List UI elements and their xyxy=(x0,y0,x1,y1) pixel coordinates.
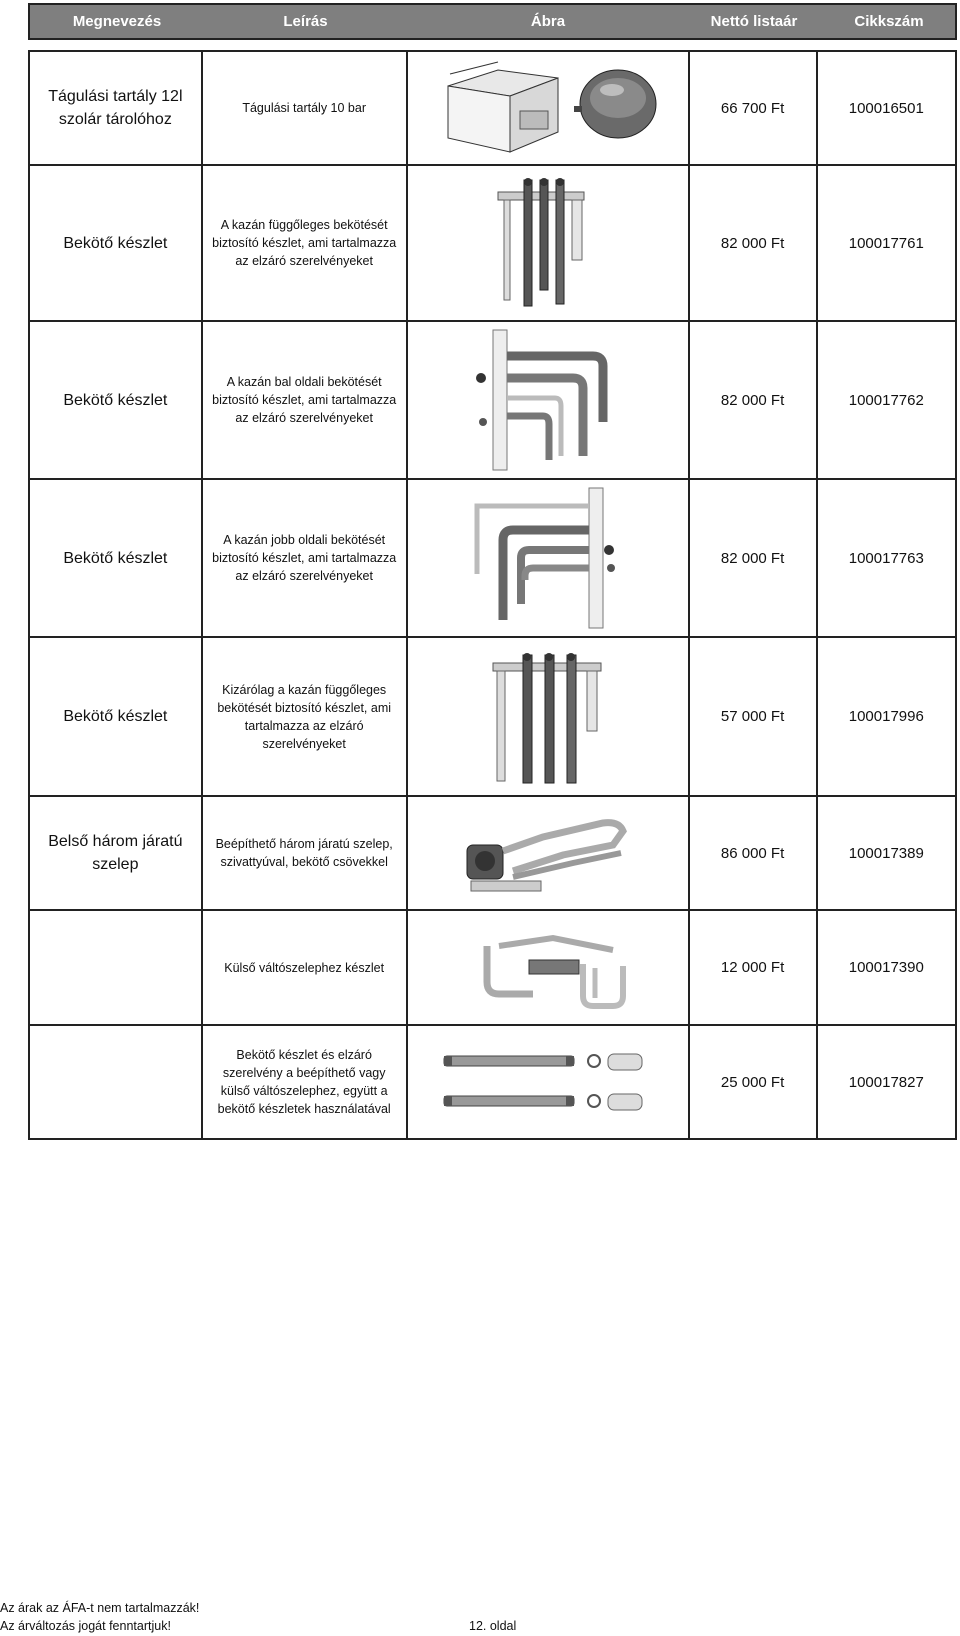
header-code: Cikkszám xyxy=(854,13,924,30)
product-description: Külső váltószelephez készlet xyxy=(202,910,407,1025)
table-row xyxy=(29,637,956,796)
header-description: Leírás xyxy=(283,13,328,30)
product-code: 100017762 xyxy=(817,321,956,479)
product-price: 12 000 Ft xyxy=(689,910,817,1025)
product-code: 100017389 xyxy=(817,796,956,910)
product-code: 100016501 xyxy=(817,51,956,165)
product-name xyxy=(29,910,202,1025)
product-code: 100017761 xyxy=(817,165,956,321)
product-price: 57 000 Ft xyxy=(689,637,817,796)
product-name: Tágulási tartály 12l szolár tárolóhoz xyxy=(29,51,202,165)
table-row xyxy=(29,1025,956,1139)
table-row xyxy=(29,165,956,321)
product-code: 100017827 xyxy=(817,1025,956,1139)
product-description: Bekötő készlet és elzáró szerelvény a beépíthető vagy külső váltószelephez, együtt a bekötő készletek használatával xyxy=(202,1025,407,1139)
table-header xyxy=(28,3,957,40)
vat-note: Az árak az ÁFA-t nem tartalmazzák! xyxy=(0,1601,200,1615)
pipes-and-valves-image xyxy=(438,1042,658,1122)
table-row xyxy=(29,910,956,1025)
vertical-connection-kit-image xyxy=(488,170,608,316)
product-code: 100017996 xyxy=(817,637,956,796)
table-row xyxy=(29,479,956,637)
product-price: 25 000 Ft xyxy=(689,1025,817,1139)
product-code: 100017763 xyxy=(817,479,956,637)
page-number: 12. oldal xyxy=(469,1619,517,1633)
vertical-only-kit-image xyxy=(483,643,613,791)
left-connection-kit-image xyxy=(463,326,633,474)
product-name: Bekötő készlet xyxy=(29,321,202,479)
product-description: Tágulási tartály 10 bar xyxy=(202,51,407,165)
product-figure xyxy=(407,910,689,1025)
three-way-valve-pump-image xyxy=(453,801,643,905)
header-price: Nettó listaár xyxy=(710,13,798,30)
product-figure xyxy=(407,637,689,796)
product-price: 82 000 Ft xyxy=(689,479,817,637)
product-name: Bekötő készlet xyxy=(29,637,202,796)
product-description: A kazán jobb oldali bekötését biztosító készlet, ami tartalmazza az elzáró szerelvényeket xyxy=(202,479,407,637)
product-description: Kizárólag a kazán függőleges bekötését biztosító készlet, ami tartalmazza az elzáró szerelvényeket xyxy=(202,637,407,796)
product-figure xyxy=(407,165,689,321)
product-figure xyxy=(407,796,689,910)
product-name xyxy=(29,1025,202,1139)
price-change-note: Az árváltozás jogát fenntartjuk! xyxy=(0,1619,171,1633)
price-sheet xyxy=(28,3,957,1140)
right-connection-kit-image xyxy=(463,484,633,632)
product-price: 82 000 Ft xyxy=(689,321,817,479)
product-figure xyxy=(407,1025,689,1139)
expansion-tank-image xyxy=(428,56,668,160)
product-figure xyxy=(407,321,689,479)
table-row xyxy=(29,51,956,165)
table-row xyxy=(29,796,956,910)
product-description: Beépíthető három járatú szelep, szivattyúval, bekötő csövekkel xyxy=(202,796,407,910)
product-name: Bekötő készlet xyxy=(29,165,202,321)
product-table xyxy=(28,50,957,1140)
product-description: A kazán bal oldali bekötését biztosító készlet, ami tartalmazza az elzáró szerelvényeket xyxy=(202,321,407,479)
product-code: 100017390 xyxy=(817,910,956,1025)
product-description: A kazán függőleges bekötését biztosító készlet, ami tartalmazza az elzáró szerelvényeket xyxy=(202,165,407,321)
product-figure xyxy=(407,479,689,637)
product-figure xyxy=(407,51,689,165)
product-name: Bekötő készlet xyxy=(29,479,202,637)
product-price: 82 000 Ft xyxy=(689,165,817,321)
header-figure: Ábra xyxy=(530,13,566,30)
header-name: Megnevezés xyxy=(72,13,162,30)
table-row xyxy=(29,321,956,479)
product-price: 86 000 Ft xyxy=(689,796,817,910)
product-price: 66 700 Ft xyxy=(689,51,817,165)
product-name: Belső három járatú szelep xyxy=(29,796,202,910)
external-valve-kit-image xyxy=(463,916,633,1020)
